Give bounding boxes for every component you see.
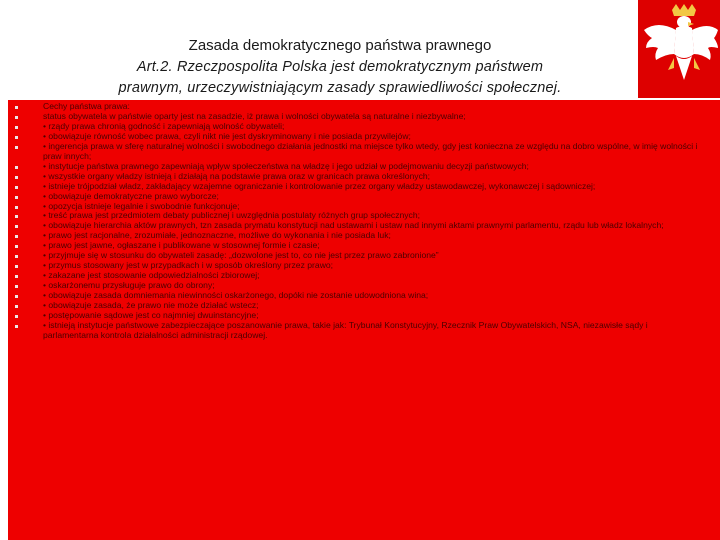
bullet-marker <box>15 116 18 119</box>
slide-subtitle <box>60 57 620 99</box>
list-item: • obowiązuje hierarchia aktów prawnych, tzn zasada prymatu konstytucji nad ustawami i ustaw nad innymi aktami prawnymi parlamentu, rządu lub władz lokalnych; <box>43 220 664 231</box>
bullet-marker <box>15 215 18 218</box>
white-eagle-emblem-icon <box>630 0 720 98</box>
list-item: • rządy prawa chronią godność i zapewniają wolność obywateli; <box>43 120 285 131</box>
title-block <box>60 36 620 99</box>
list-item: • obowiązuje demokratyczne prawo wyborcze; <box>43 190 219 201</box>
list-item: • wszystkie organy władzy istnieją i działają na podstawie prawa oraz w granicach prawa określonych; <box>43 170 431 181</box>
bullet-marker <box>15 315 18 318</box>
list-item: • przyjmuje się w stosunku do obywateli zasadę: „dozwolone jest to, co nie jest przez prawo zabronione” <box>43 250 439 261</box>
bullet-marker <box>15 196 18 199</box>
list-item: • opozycja istnieje legalnie i swobodnie funkcjonuje; <box>43 200 240 211</box>
bullet-marker <box>15 206 18 209</box>
list-item: Cechy państwa prawa: <box>43 101 130 111</box>
list-item: • prawo jest jawne, ogłaszane i publikowane w stosownej formie i czasie; <box>43 240 320 251</box>
list-item: • istnieje trójpodział władz, zakładający wzajemne ograniczanie i kontrolowanie przez organy władzy ustawodawczej, wykonawczej i sądowniczej; <box>43 180 596 191</box>
bullet-marker <box>15 126 18 129</box>
bullet-marker <box>15 325 18 328</box>
list-item: • ingerencja prawa w sferę naturalnej wolności i swobodnego działania jednostki ma miejsce tylko wtedy, gdy jest konieczna ze względu na dobro wspólne, w imię wolności i praw innych; <box>43 140 698 161</box>
bullet-marker <box>15 225 18 228</box>
subtitle-line-2: prawnym, urzeczywistniającym zasady sprawiedliwości społecznej. <box>118 80 562 96</box>
bullet-marker <box>15 275 18 278</box>
slide-title: Zasada demokratycznego państwa prawnego <box>188 37 492 54</box>
list-item: • prawo jest racjonalne, zrozumiałe, jednoznaczne, możliwe do wykonania i nie posiada luk; <box>43 230 391 241</box>
list-item: status obywatela w państwie oparty jest na zasadzie, iż prawa i wolności obywatela są naturalne i niezbywalne; <box>43 110 466 121</box>
list-item: • istnieją instytucje państwowe zabezpieczające poszanowanie prawa, takie jak: Trybunał Konstytucyjny, Rzecznik Praw Obywatelskich, NSA, niezawisłe sądy i parlamentarna kontrola działalności administracji rządowej. <box>43 319 648 340</box>
bullet-marker <box>15 245 18 248</box>
bullet-marker <box>15 166 18 169</box>
bullet-marker <box>15 255 18 258</box>
bullet-marker <box>15 136 18 139</box>
bullet-marker <box>15 146 18 149</box>
bullet-marker <box>15 305 18 308</box>
content-text <box>43 102 705 341</box>
bullet-marker <box>15 265 18 268</box>
list-item: • obowiązuje zasada domniemania niewinności oskarżonego, dopóki nie zostanie udowodniona wina; <box>43 290 429 301</box>
list-item: • obowiązuje równość wobec prawa, czyli nikt nie jest dyskryminowany i nie posiada przywilejów; <box>43 130 411 141</box>
list-item: • treść prawa jest przedmiotem debaty publicznej i uwzględnia postulaty różnych grup społecznych; <box>43 210 421 221</box>
list-item: • przymus stosowany jest w przypadkach i w sposób określony przez prawo; <box>43 260 334 271</box>
list-item: • zakazane jest stosowanie odpowiedzialności zbiorowej; <box>43 270 260 281</box>
bullet-marker <box>15 106 18 109</box>
bullet-marker <box>15 295 18 298</box>
bullet-marker <box>15 235 18 238</box>
list-item: • oskarżonemu przysługuje prawo do obrony; <box>43 280 215 291</box>
list-item: • obowiązuje zasada, że prawo nie może działać wstecz; <box>43 300 259 311</box>
subtitle-line-1: Art.2. Rzeczpospolita Polska jest demokratycznym państwem <box>136 59 544 75</box>
list-item: • postępowanie sądowe jest co najmniej dwuinstancyjne; <box>43 310 259 321</box>
bullet-marker <box>15 285 18 288</box>
bullet-marker <box>15 176 18 179</box>
bullet-marker <box>15 186 18 189</box>
list-item: • instytucje państwa prawnego zapewniają wpływ społeczeństwa na władzę i jego udział w podejmowaniu decyzji państwowych; <box>43 160 529 171</box>
